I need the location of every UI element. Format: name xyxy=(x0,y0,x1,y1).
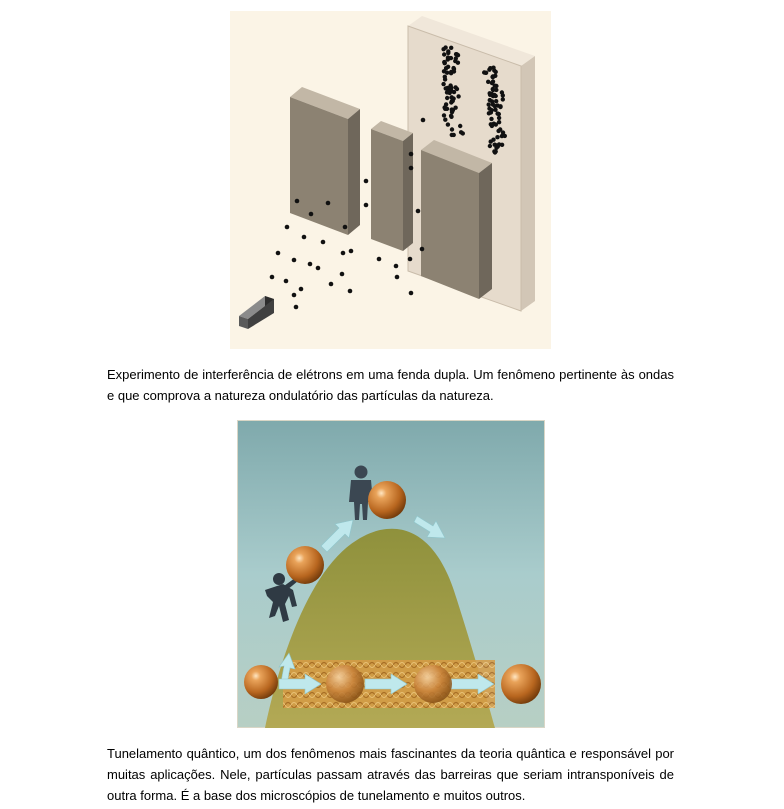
electron-dot-icon xyxy=(489,117,493,121)
electron-dot-icon xyxy=(276,251,281,256)
electron-dot-icon xyxy=(321,240,326,245)
electron-dot-icon xyxy=(487,106,491,110)
electron-dot-icon xyxy=(454,56,458,60)
electron-dot-icon xyxy=(349,249,354,254)
electron-dot-icon xyxy=(459,130,463,134)
electron-dot-icon xyxy=(488,144,492,148)
electron-dot-icon xyxy=(409,166,414,171)
electron-dot-icon xyxy=(348,289,353,294)
electron-dot-icon xyxy=(493,104,497,108)
electron-dot-icon xyxy=(292,258,297,263)
sphere-icon xyxy=(326,665,364,703)
electron-dot-icon xyxy=(441,82,445,86)
sphere-icon xyxy=(244,665,278,699)
electron-dot-icon xyxy=(493,84,497,88)
electron-dot-icon xyxy=(456,94,460,98)
electron-dot-icon xyxy=(302,235,307,240)
figure-2-caption: Tunelamento quântico, um dos fenômenos mais fascinantes da teoria quântica e responsável por muitas aplicações. Nele, partículas passam através das barreiras que seriam intransponíveis de outra forma. É a base dos microscópios de tunelamento e muitos outros. xyxy=(107,746,674,803)
electron-dot-icon xyxy=(395,275,400,280)
electron-dot-icon xyxy=(409,152,414,157)
electron-dot-icon xyxy=(409,291,414,296)
electron-dot-icon xyxy=(449,114,453,118)
electron-dot-icon xyxy=(450,127,454,131)
electron-dot-icon xyxy=(285,225,290,230)
electron-dot-icon xyxy=(495,135,499,139)
electron-dot-icon xyxy=(394,264,399,269)
electron-dot-icon xyxy=(299,287,304,292)
electron-dot-icon xyxy=(294,305,299,310)
electron-dot-icon xyxy=(416,209,421,214)
electron-dot-icon xyxy=(445,71,449,75)
electron-dot-icon xyxy=(500,143,504,147)
electron-dot-icon xyxy=(364,203,369,208)
electron-dot-icon xyxy=(341,251,346,256)
electron-dot-icon xyxy=(442,113,446,117)
electron-dot-icon xyxy=(493,108,497,112)
electron-dot-icon xyxy=(445,107,449,111)
electron-dot-icon xyxy=(443,75,447,79)
electron-dot-icon xyxy=(487,102,491,106)
electron-dot-icon xyxy=(449,89,453,93)
electron-dot-icon xyxy=(309,212,314,217)
sphere-icon xyxy=(286,546,324,584)
electron-dot-icon xyxy=(449,46,453,50)
barrier-left xyxy=(290,87,360,235)
electron-dot-icon xyxy=(490,75,494,79)
electron-dot-icon xyxy=(292,293,297,298)
electron-dot-icon xyxy=(494,88,498,92)
electron-dot-icon xyxy=(497,120,501,124)
electron-dot-icon xyxy=(442,60,446,64)
electron-dot-icon xyxy=(451,99,455,103)
figure-1-caption: Experimento de interferência de elétrons em uma fenda dupla. Um fenômeno pertinente às ondas e que comprova a natureza ondulatório das partículas da natureza. xyxy=(107,367,674,403)
electron-dot-icon xyxy=(492,68,496,72)
electron-dot-icon xyxy=(451,66,455,70)
electron-dot-icon xyxy=(494,149,498,153)
electron-dot-icon xyxy=(498,105,502,109)
electron-dot-icon xyxy=(458,124,462,128)
electron-dot-icon xyxy=(442,52,446,56)
electron-dot-icon xyxy=(487,111,491,115)
electron-dot-icon xyxy=(488,66,492,70)
electron-dot-icon xyxy=(444,66,448,70)
double-slit-figure xyxy=(230,11,551,349)
electron-dot-icon xyxy=(443,118,447,122)
electron-dot-icon xyxy=(343,225,348,230)
electron-dot-icon xyxy=(455,87,459,91)
electron-dot-icon xyxy=(295,199,300,204)
electron-dot-icon xyxy=(484,71,488,75)
electron-dot-icon xyxy=(491,79,495,83)
electron-dot-icon xyxy=(316,266,321,271)
electron-dot-icon xyxy=(441,47,445,51)
electron-dot-icon xyxy=(500,134,504,138)
electron-dot-icon xyxy=(377,257,382,262)
electron-dot-icon xyxy=(408,257,413,262)
electron-dot-icon xyxy=(326,201,331,206)
electron-dot-icon xyxy=(492,93,496,97)
electron-dot-icon xyxy=(489,139,493,143)
electron-dot-icon xyxy=(500,90,504,94)
electron-dot-icon xyxy=(444,86,448,90)
electron-dot-icon xyxy=(501,97,505,101)
electron-dot-icon xyxy=(284,279,289,284)
electron-dot-icon xyxy=(497,112,501,116)
barrier-right xyxy=(421,140,492,299)
electron-dot-icon xyxy=(446,122,450,126)
sphere-icon xyxy=(414,665,452,703)
electron-dot-icon xyxy=(270,275,275,280)
electron-dot-icon xyxy=(329,282,334,287)
electron-dot-icon xyxy=(421,118,426,123)
electron-dot-icon xyxy=(308,262,313,267)
electron-dot-icon xyxy=(444,102,448,106)
electron-dot-icon xyxy=(445,90,449,94)
electron-dot-icon xyxy=(364,179,369,184)
electron-dot-icon xyxy=(340,272,345,277)
electron-dot-icon xyxy=(446,51,450,55)
sphere-icon xyxy=(368,481,406,519)
electron-dot-icon xyxy=(496,129,500,133)
electron-dot-icon xyxy=(420,247,425,252)
electron-dot-icon xyxy=(494,146,498,150)
quantum-tunneling-figure xyxy=(237,420,545,728)
electron-dot-icon xyxy=(453,106,457,110)
electron-dot-icon xyxy=(450,110,454,114)
sphere-icon xyxy=(501,664,541,704)
electron-dot-icon xyxy=(488,98,492,102)
electron-dot-icon xyxy=(494,99,498,103)
electron-dot-icon xyxy=(497,116,501,120)
electron-dot-icon xyxy=(452,133,456,137)
barrier-middle xyxy=(371,121,413,251)
electron-dot-icon xyxy=(490,124,494,128)
electron-dot-icon xyxy=(445,96,449,100)
